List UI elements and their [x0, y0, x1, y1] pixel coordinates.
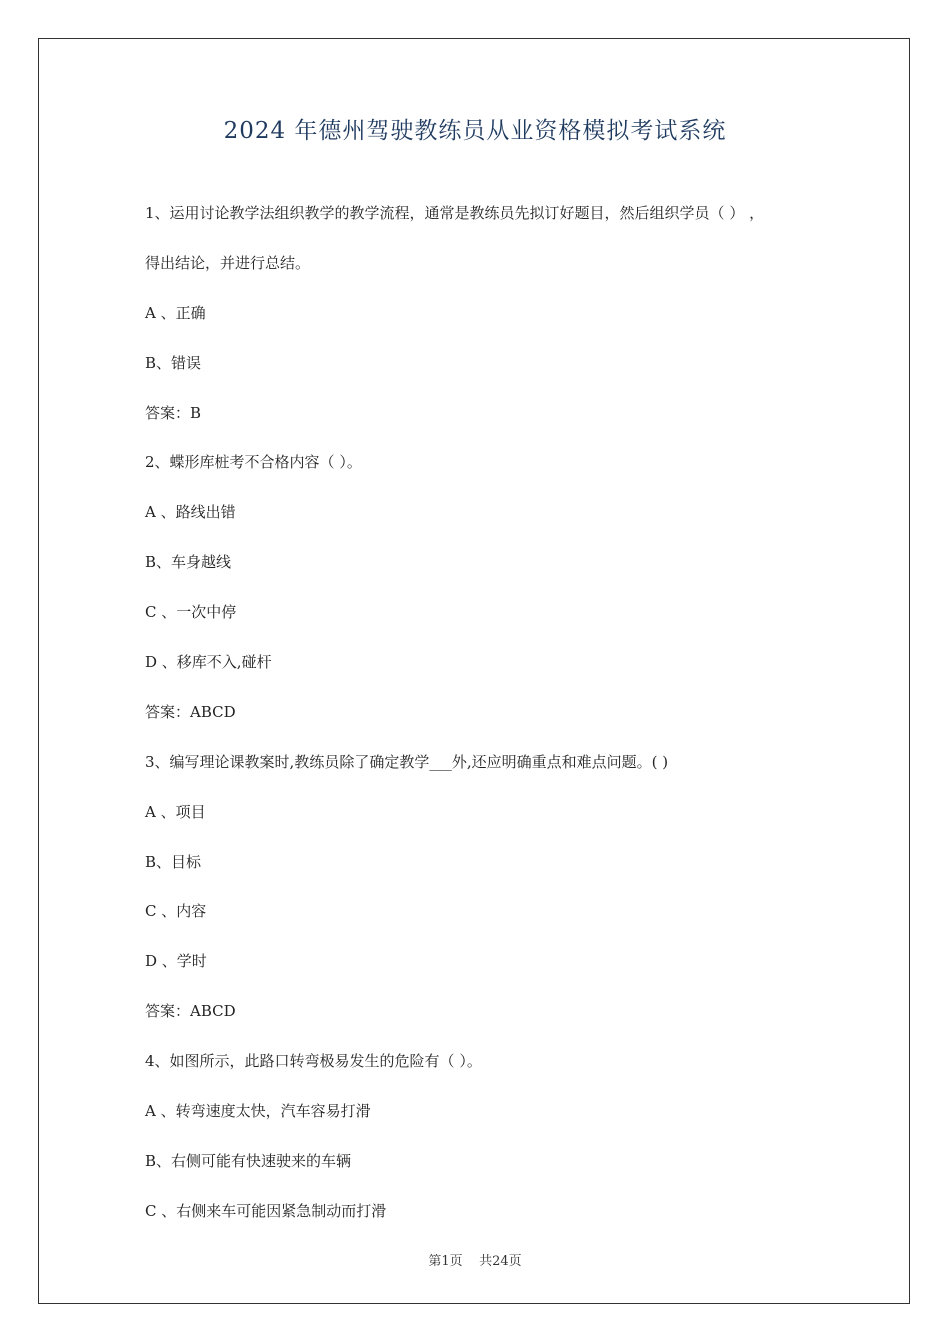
question-list [145, 200, 825, 1248]
question-2-option-a: A 、路线出错 [145, 503, 236, 522]
question-1-answer: 答案：B [145, 403, 202, 422]
question-3-answer: 答案：ABCD [145, 1002, 236, 1021]
question-2-answer: 答案：ABCD [145, 702, 236, 721]
question-1-option-a: A 、正确 [145, 303, 206, 322]
question-4-option-b: B、右侧可能有快速驶来的车辆 [145, 1151, 352, 1170]
question-3-option-b: B、目标 [145, 852, 202, 871]
question-1-option-b: B、错误 [145, 353, 202, 372]
question-3-option-c: C 、内容 [145, 902, 207, 921]
question-3-option-d: D 、学时 [145, 952, 207, 971]
question-4-option-c: C 、右侧来车可能因紧急制动而打滑 [145, 1201, 387, 1220]
question-1-text: 1、运用讨论教学法组织教学的教学流程，通常是教练员先拟订好题目，然后组织学员（ ） ， [145, 204, 765, 222]
question-2-option-d: D 、移库不入,碰杆 [145, 653, 272, 672]
question-3-option-a: A 、项目 [145, 802, 206, 821]
question-2-option-c: C 、一次中停 [145, 603, 237, 622]
question-2-option-b: B、车身越线 [145, 553, 232, 572]
question-2-text: 2、蝶形库桩考不合格内容（ ）。 [145, 453, 362, 472]
question-4-option-a: A 、转弯速度太快，汽车容易打滑 [145, 1102, 371, 1121]
question-1-text-continued: 得出结论，并进行总结。 [145, 253, 311, 272]
question-3-text: 3、编写理论课教案时,教练员除了确定教学___外,还应明确重点和难点问题。( ) [145, 752, 669, 771]
question-4-text: 4、如图所示，此路口转弯极易发生的危险有（ ）。 [145, 1052, 482, 1071]
document-title: 2024 年德州驾驶教练员从业资格模拟考试系统 [223, 118, 727, 144]
page-footer: 第1页 共24页 [428, 1254, 522, 1269]
